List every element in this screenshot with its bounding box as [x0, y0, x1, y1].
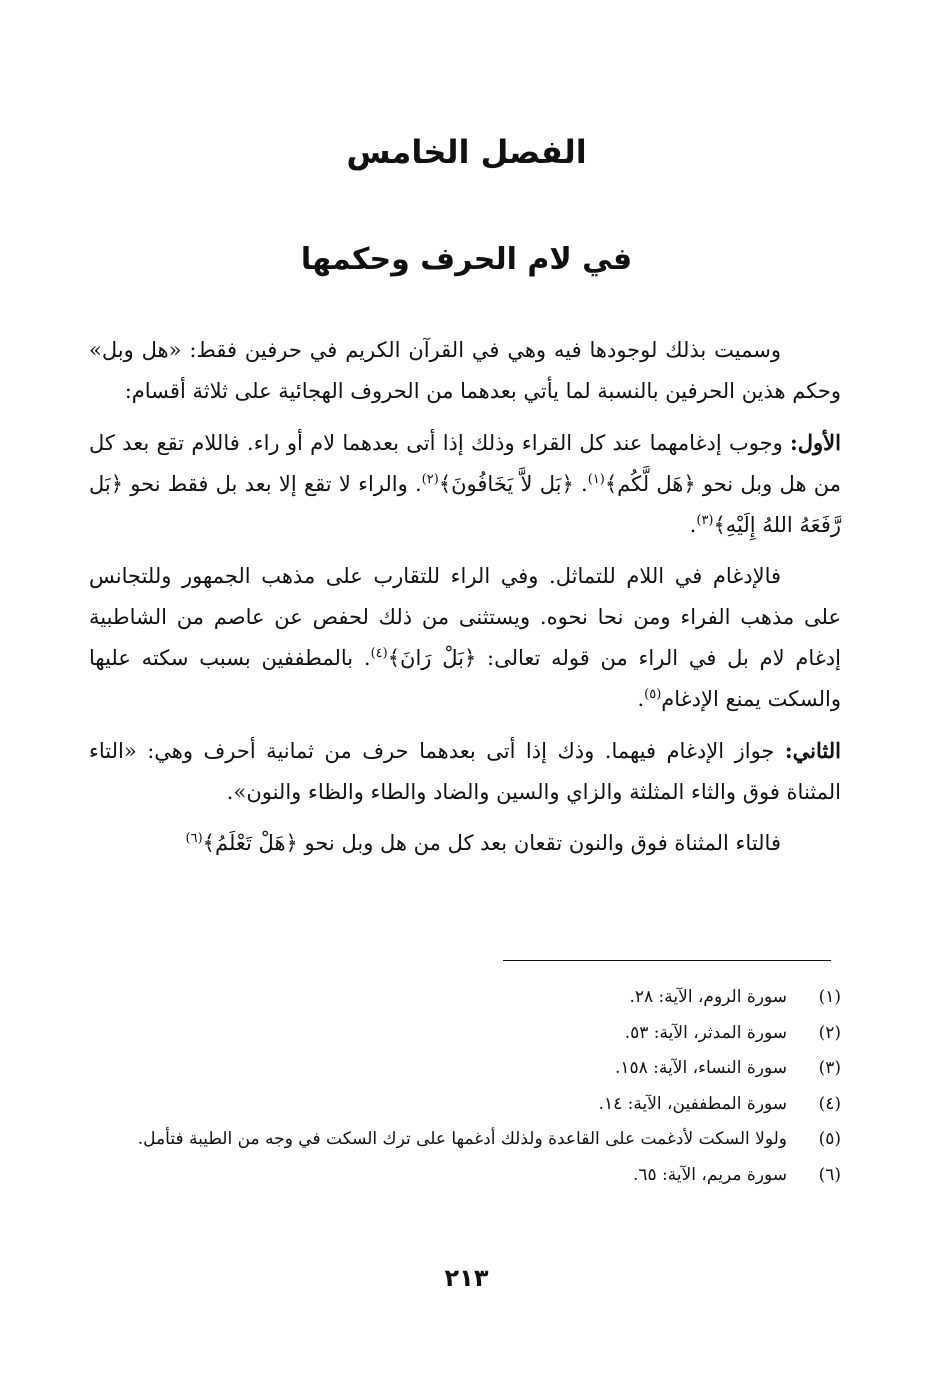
footnote-text: سورة مريم، الآية: ٦٥. [632, 1164, 787, 1185]
footnote-item [89, 980, 841, 1016]
footnote-text: سورة المطففين، الآية: ١٤. [598, 1093, 787, 1114]
footnote-text: سورة الروم، الآية: ٢٨. [629, 987, 787, 1007]
verse-bal-la-yakhafun: ﴿بَل لاَّ يَخَافُونَ﴾ [438, 472, 574, 496]
page-number: ٢١٣ [444, 1264, 489, 1292]
footnote-item [89, 1016, 841, 1052]
verse-hal-lakum: ﴿هَل لَّكُم﴾ [604, 472, 696, 496]
footnote-number: (٤) [818, 1093, 841, 1114]
second-text: جواز الإدغام فيهما. وذك إذا أتى بعدهما حرف من ثمانية أحرف وهي: «التاء المثناة فوق والثاء المثلثة والزاي والسين والضاد والطاء والظاء والنون». [89, 739, 841, 804]
idgham-paragraph [89, 556, 841, 720]
footnote-text: ولولا السكت لأدغمت على القاعدة ولذلك أدغمها على ترك السكت في وجه من الطيبة فتأمل. [137, 1129, 787, 1149]
first-section-paragraph [89, 422, 841, 546]
footnotes-list [89, 980, 841, 1193]
idgham-text-b: . بالمطففين بسبب سكته عليها والسكت يمنع الإدغام [89, 646, 841, 711]
footnote-ref-6[interactable]: (٦) [185, 831, 203, 846]
verse-bal-rafaahu: ﴿بَل رَّفَعَهُ اللهُ إِلَيْهِ﴾ [89, 472, 841, 537]
last-paragraph [89, 823, 841, 864]
footnote-ref-2[interactable]: (٢) [421, 472, 439, 487]
footnote-number: (٥) [818, 1129, 841, 1149]
chapter-title: الفصل الخامس [346, 133, 587, 171]
first-text-a: وجوب إدغامهما عند كل القراء وذلك إذا أتى بعدهما لام أو راء. فاللام تقع بعد كل من هل وبل نحو [89, 431, 842, 496]
footnote-text: سورة النساء، الآية: ١٥٨. [614, 1058, 787, 1078]
second-section-paragraph [89, 730, 841, 813]
footnote-item [89, 1122, 841, 1158]
footnote-number: (٢) [818, 1022, 841, 1043]
first-text-b: . [573, 472, 588, 496]
footnote-ref-5[interactable]: (٥) [644, 687, 662, 702]
footnote-ref-3[interactable]: (٣) [696, 513, 714, 528]
second-section-label: الثاني: [784, 738, 841, 763]
last-text: فالتاء المثناة فوق والنون تقعان بعد كل من هل وبل نحو [297, 831, 781, 855]
footnote-item [89, 1051, 841, 1087]
footnote-ref-4[interactable]: (٤) [370, 646, 388, 661]
idgham-text-a: فالإدغام في اللام للتماثل. وفي الراء للتقارب على مذهب الجمهور وللتجانس على مذهب الفراء ومن نحا نحوه. ويستثنى من ذلك لحفص عن عاصم من الشاطبية إدغام لام بل في الراء من قوله تعالى: [89, 564, 841, 670]
body-text [89, 330, 841, 874]
first-text-c: . والراء لا تقع إلا بعد بل فقط نحو [123, 472, 422, 496]
footnote-item [89, 1158, 841, 1194]
footnote-text: سورة المدثر، الآية: ٥٣. [624, 1022, 787, 1043]
footnote-divider [503, 960, 831, 961]
idgham-text-c: . [637, 687, 645, 711]
footnote-number: (٣) [818, 1058, 841, 1078]
first-section-label: الأول: [790, 430, 841, 455]
intro-paragraph: وسميت بذلك لوجودها فيه وهي في القرآن الكريم في حرفين فقط: «هل وبل» وحكم هذين الحرفين بالنسبة لما يأتي بعدهما من الحروف الهجائية على ثلاثة أقسام: [89, 338, 841, 403]
footnote-number: (١) [818, 987, 841, 1007]
verse-hal-talamu: ﴿هَلْ تَعْلَمُ﴾ [202, 831, 298, 855]
footnote-ref-1[interactable]: (١) [587, 472, 605, 487]
verse-bal-ran: ﴿بَلْ رَانَ﴾ [387, 646, 477, 670]
first-text-d: . [689, 513, 697, 537]
footnote-number: (٦) [818, 1164, 841, 1185]
chapter-subtitle: في لام الحرف وحكمها [300, 242, 633, 277]
footnote-item [89, 1087, 841, 1123]
